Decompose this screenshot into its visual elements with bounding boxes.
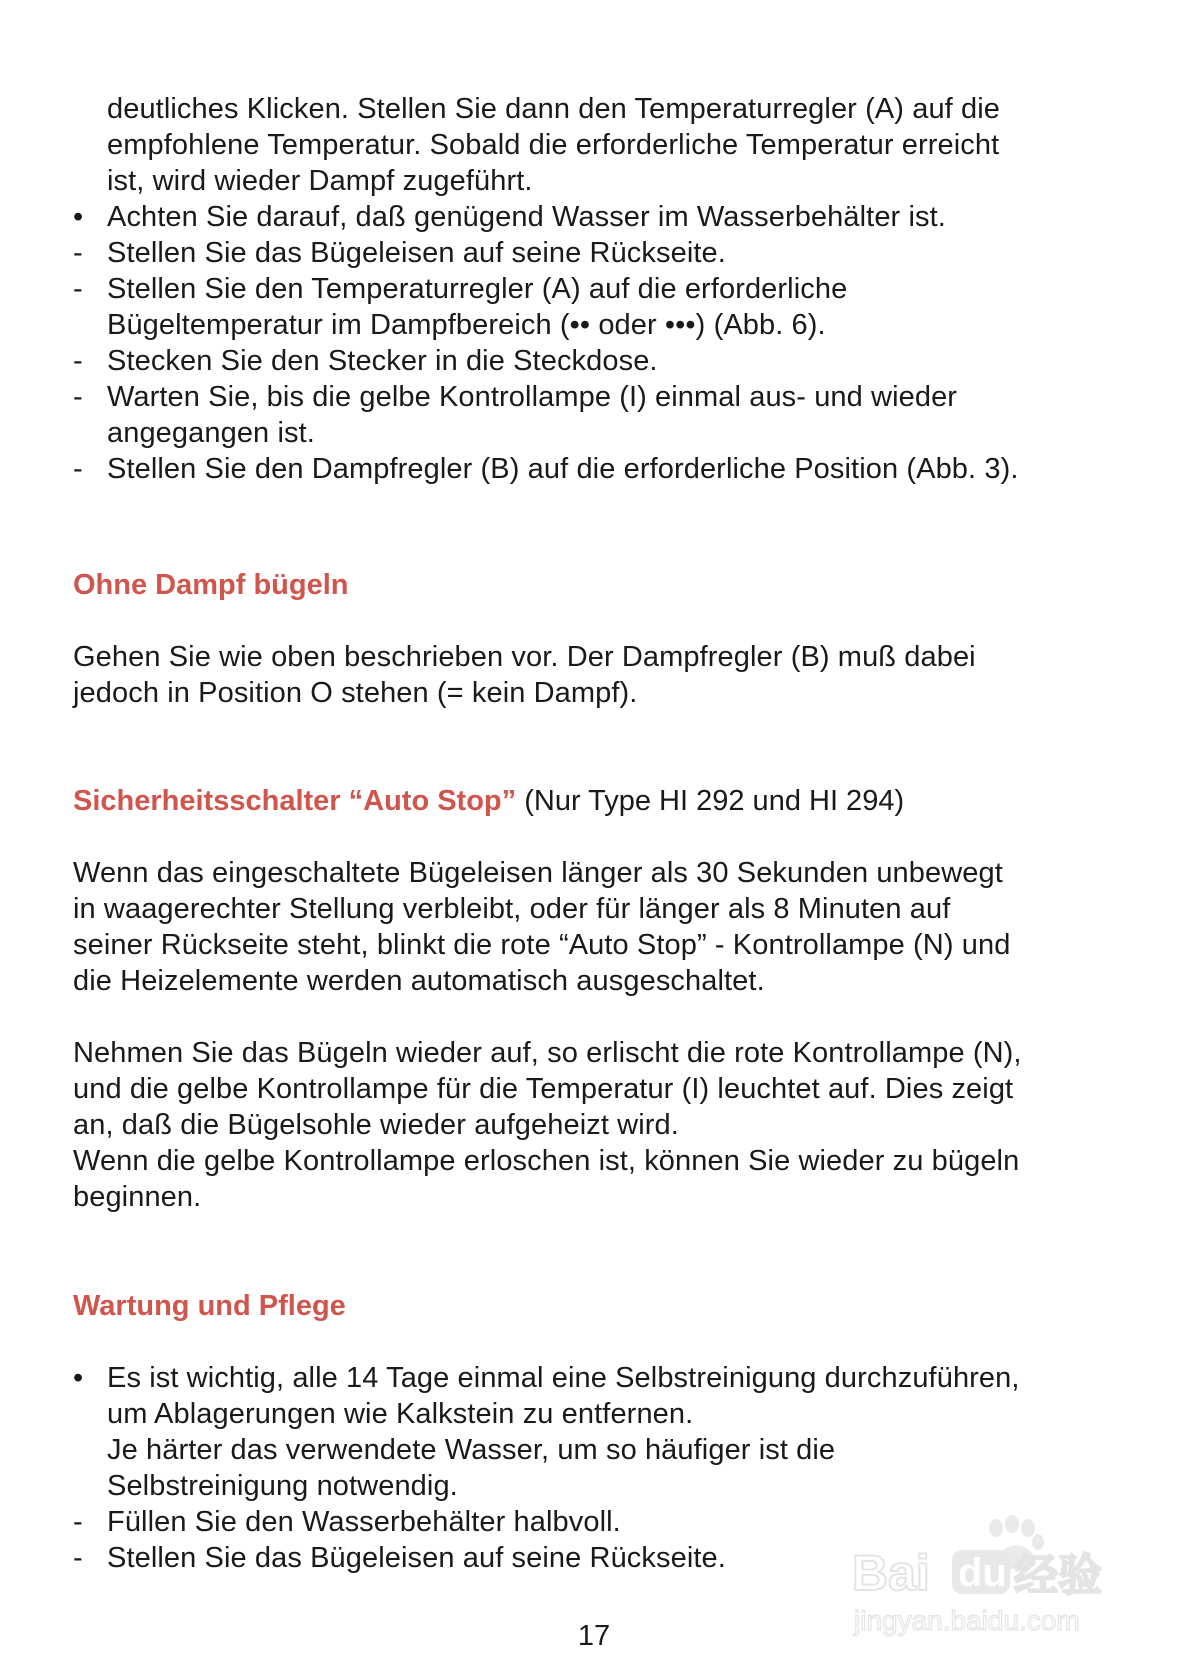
text-line: Stecken Sie den Stecker in die Steckdose. (107, 345, 658, 377)
auto-stop-paragraph-2 (73, 1035, 1133, 1215)
bullet-marker: • (73, 1362, 84, 1394)
list-item-continuation (73, 91, 1133, 199)
no-steam-paragraph (73, 639, 1133, 711)
text-line: Achten Sie darauf, daß genügend Wasser im Wasserbehälter ist. (107, 201, 946, 233)
svg-text:Bai: Bai (852, 1545, 930, 1601)
section-heading-maintenance: Wartung und Pflege (73, 1290, 346, 1322)
top-list (73, 91, 1133, 487)
auto-stop-title: Sicherheitsschalter “Auto Stop” (73, 785, 517, 817)
text-line: Stellen Sie das Bügeleisen auf seine Rückseite. (107, 1542, 726, 1574)
text-line: Gehen Sie wie oben beschrieben vor. Der Dampfregler (B) muß dabei (73, 641, 976, 673)
text-line: Bügeltemperatur im Dampfbereich (•• oder •••) (Abb. 6). (107, 309, 826, 341)
text-line: Stellen Sie den Dampfregler (B) auf die erforderliche Position (Abb. 3). (107, 453, 1019, 485)
text-line: deutliches Klicken. Stellen Sie dann den Temperaturregler (A) auf die (107, 93, 1000, 125)
svg-text:jingyan.baidu.com: jingyan.baidu.com (854, 1605, 1080, 1636)
text-line: Stellen Sie das Bügeleisen auf seine Rückseite. (107, 237, 726, 269)
text-line: in waagerechter Stellung verbleibt, oder für länger als 8 Minuten auf (73, 893, 951, 925)
list-item (73, 451, 1133, 487)
svg-text:du: du (958, 1551, 1007, 1595)
svg-text:经验: 经验 (1014, 1550, 1102, 1601)
text-line: Je härter das verwendete Wasser, um so häufiger ist die (107, 1434, 836, 1466)
dash-marker: - (73, 345, 83, 377)
page-number: 17 (577, 1620, 611, 1652)
section-heading-no-steam: Ohne Dampf bügeln (73, 569, 349, 601)
text-line: Füllen Sie den Wasserbehälter halbvoll. (107, 1506, 621, 1538)
list-item (73, 235, 1133, 271)
auto-stop-paragraph-1 (73, 855, 1133, 999)
text-line: jedoch in Position O stehen (= kein Dampf). (73, 677, 638, 709)
list-item (73, 1360, 1133, 1504)
list-item (73, 271, 1133, 343)
dash-marker: - (73, 1506, 83, 1538)
text-line: ist, wird wieder Dampf zugeführt. (107, 165, 533, 197)
dash-marker: - (73, 381, 83, 413)
dash-marker: - (73, 237, 83, 269)
list-item (73, 199, 1133, 235)
text-line: Es ist wichtig, alle 14 Tage einmal eine Selbstreinigung durchzuführen, (107, 1362, 1020, 1394)
auto-stop-type-note: (Nur Type HI 292 und HI 294) (516, 785, 905, 817)
section-heading-auto-stop (73, 783, 904, 819)
text-line: empfohlene Temperatur. Sobald die erforderliche Temperatur erreicht (107, 129, 1000, 161)
text-line: Wenn das eingeschaltete Bügeleisen länger als 30 Sekunden unbewegt (73, 857, 1003, 889)
text-line: und die gelbe Kontrollampe für die Temperatur (I) leuchtet auf. Dies zeigt (73, 1073, 1014, 1105)
text-line: seiner Rückseite steht, blinkt die rote “Auto Stop” - Kontrollampe (N) und (73, 929, 1011, 961)
list-item (73, 379, 1133, 451)
bullet-marker: • (73, 201, 84, 233)
dash-marker: - (73, 273, 83, 305)
text-line: Warten Sie, bis die gelbe Kontrollampe (I) einmal aus- und wieder (107, 381, 958, 413)
text-line: beginnen. (73, 1181, 202, 1213)
text-line: um Ablagerungen wie Kalkstein zu entfernen. (107, 1398, 694, 1430)
text-line: an, daß die Bügelsohle wieder aufgeheizt wird. (73, 1109, 679, 1141)
text-line: die Heizelemente werden automatisch ausgeschaltet. (73, 965, 765, 997)
dash-marker: - (73, 1542, 83, 1574)
text-line: Wenn die gelbe Kontrollampe erloschen ist, können Sie wieder zu bügeln (73, 1145, 1020, 1177)
text-line: Stellen Sie den Temperaturregler (A) auf die erforderliche (107, 273, 848, 305)
list-item (73, 343, 1133, 379)
dash-marker: - (73, 453, 83, 485)
text-line: Nehmen Sie das Bügeln wieder auf, so erlischt die rote Kontrollampe (N), (73, 1037, 1022, 1069)
text-line: angegangen ist. (107, 417, 315, 449)
text-line: Selbstreinigung notwendig. (107, 1470, 458, 1502)
